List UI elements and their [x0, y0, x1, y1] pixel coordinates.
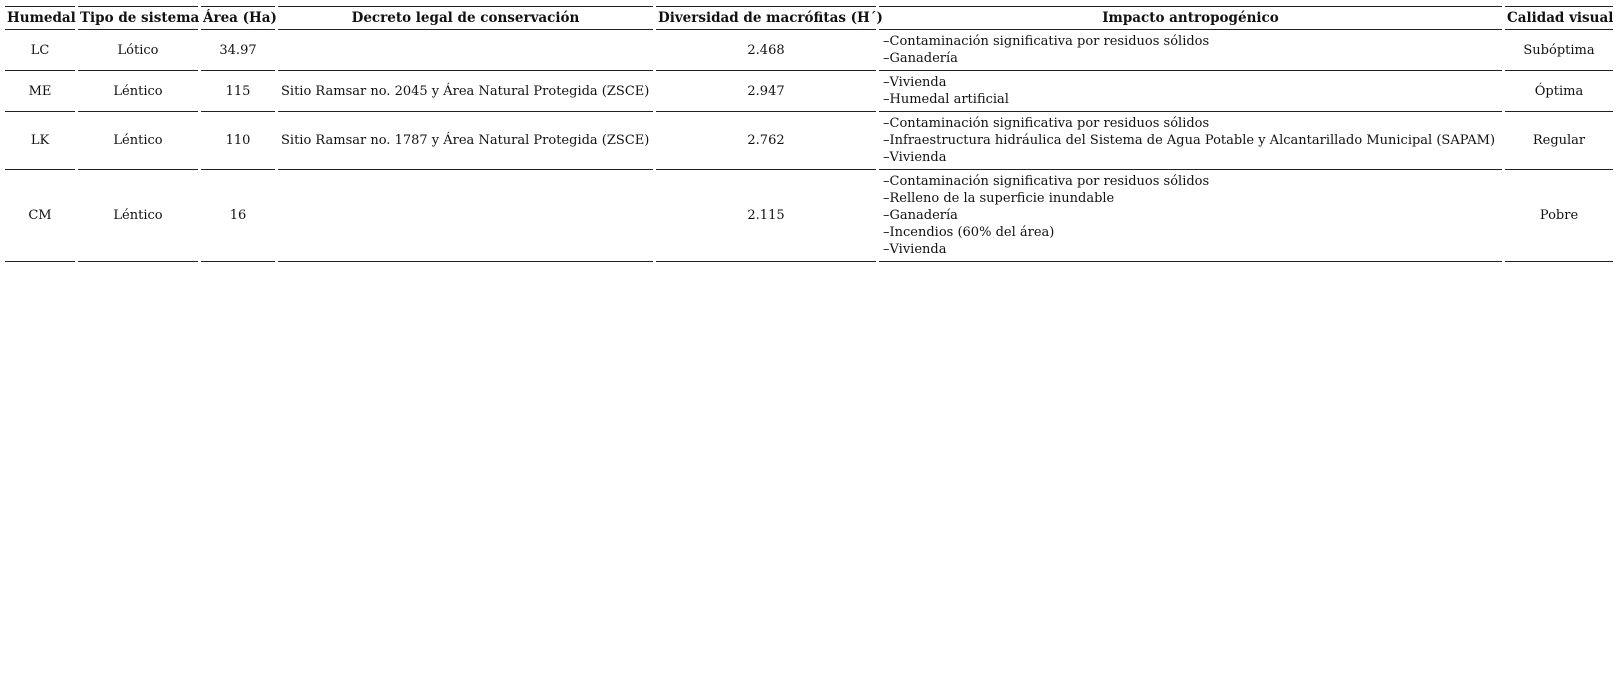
cell-calidad: Subóptima: [1505, 30, 1613, 71]
header-area: Área (Ha): [201, 6, 275, 30]
header-humedal: Humedal: [5, 6, 75, 30]
cell-diversidad: 2.115: [656, 170, 876, 262]
cell-diversidad: 2.762: [656, 112, 876, 170]
header-row: [5, 6, 1613, 30]
impact-item: –Ganadería: [883, 208, 958, 223]
cell-humedal: ME: [5, 71, 75, 112]
header-calidad: Calidad visual: [1505, 6, 1613, 30]
table-row: [5, 30, 1613, 71]
table-header: [5, 6, 1613, 30]
impact-item: –Contaminación significativa por residuos sólidos: [883, 174, 1210, 189]
cell-impacto: [879, 170, 1502, 262]
impact-item: –Infraestructura hidráulica del Sistema de Agua Potable y Alcantarillado Municipal (SAPAM): [883, 133, 1496, 148]
cell-tipo: Léntico: [78, 71, 198, 112]
cell-diversidad: 2.468: [656, 30, 876, 71]
table-row: [5, 170, 1613, 262]
cell-area: 115: [201, 71, 275, 112]
impact-item: –Incendios (60% del área): [883, 225, 1055, 240]
cell-area: 110: [201, 112, 275, 170]
impact-item: –Relleno de la superficie inundable: [883, 191, 1115, 206]
cell-humedal: LK: [5, 112, 75, 170]
cell-tipo: Léntico: [78, 112, 198, 170]
impact-item: –Contaminación significativa por residuos sólidos: [883, 34, 1210, 49]
cell-area: 16: [201, 170, 275, 262]
header-impacto: Impacto antropogénico: [879, 6, 1502, 30]
impact-item: –Vivienda: [883, 242, 947, 257]
cell-humedal: CM: [5, 170, 75, 262]
cell-calidad: Pobre: [1505, 170, 1613, 262]
cell-area: 34.97: [201, 30, 275, 71]
cell-tipo: Lótico: [78, 30, 198, 71]
impact-item: –Vivienda: [883, 75, 947, 90]
cell-diversidad: 2.947: [656, 71, 876, 112]
impact-item: –Contaminación significativa por residuos sólidos: [883, 116, 1210, 131]
header-tipo-sistema: Tipo de sistema: [78, 6, 198, 30]
table-row: [5, 71, 1613, 112]
header-diversidad: Diversidad de macrófitas (H´): [656, 6, 876, 30]
data-table-container: [5, 6, 1614, 262]
header-decreto: Decreto legal de conservación: [278, 6, 653, 30]
cell-tipo: Léntico: [78, 170, 198, 262]
impact-item: –Humedal artificial: [883, 92, 1009, 107]
table-row: [5, 112, 1613, 170]
cell-humedal: LC: [5, 30, 75, 71]
cell-impacto: [879, 30, 1502, 71]
impact-item: –Vivienda: [883, 150, 947, 165]
impact-item: –Ganadería: [883, 51, 958, 66]
cell-calidad: Óptima: [1505, 71, 1613, 112]
cell-decreto: Sitio Ramsar no. 2045 y Área Natural Protegida (ZSCE): [278, 71, 653, 112]
cell-decreto: [278, 30, 653, 71]
cell-impacto: [879, 112, 1502, 170]
cell-decreto: [278, 170, 653, 262]
table-body: [5, 30, 1613, 262]
wetland-table: [2, 6, 1616, 262]
cell-impacto: [879, 71, 1502, 112]
cell-calidad: Regular: [1505, 112, 1613, 170]
cell-decreto: Sitio Ramsar no. 1787 y Área Natural Protegida (ZSCE): [278, 112, 653, 170]
